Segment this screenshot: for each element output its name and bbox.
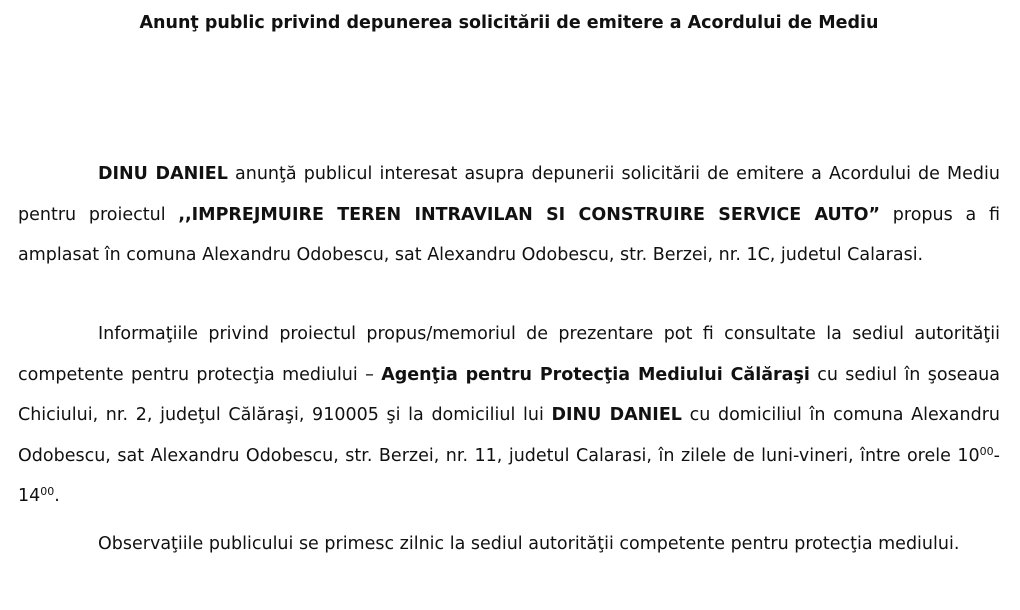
- paragraph-end-period: .: [54, 486, 60, 506]
- document-title: Anunţ public privind depunerea solicitării de emitere a Acordului de Mediu: [139, 13, 879, 33]
- domicile-text: cu domiciliul în comuna Alexandru Odobescu, sat Alexandru Odobescu, str. Berzei, nr. 11, judetul Calarasi, în zilele de luni-vineri, între orele 10: [18, 405, 1000, 466]
- applicant-name-2: DINU DANIEL: [551, 405, 682, 425]
- paragraph-information: [18, 314, 1000, 517]
- announcement-text: anunţă publicul interesat asupra depunerii solicitării de emitere a Acordului de Mediu pentru proiectul: [18, 164, 1000, 225]
- paragraph-announcement: [18, 154, 1000, 276]
- project-name: ,,IMPREJMUIRE TEREN INTRAVILAN SI CONSTRUIRE SERVICE AUTO”: [178, 204, 881, 225]
- information-text: Informaţiile privind proiectul propus/memoriul de prezentare pot fi consultate la sediul autorităţii competente pentru protecţia mediului –: [18, 324, 1000, 385]
- paragraph-observations: Observaţiile publicului se primesc zilnic la sediul autorităţii competente pentru protecţia mediului.: [98, 534, 960, 554]
- applicant-name: DINU DANIEL: [98, 164, 228, 184]
- hour-end-superscript: 00: [40, 485, 55, 498]
- hour-dash: -14: [18, 445, 1000, 506]
- agency-name: Agenţia pentru Protecţia Mediului Călăraşi: [381, 364, 810, 385]
- hour-start-superscript: 00: [979, 444, 994, 458]
- project-location-text: propus a fi amplasat în comuna Alexandru Odobescu, sat Alexandru Odobescu, str. Berzei, nr. 1C, judetul Calarasi.: [18, 204, 1000, 265]
- agency-address-text: cu sediul în şoseaua Chiciului, nr. 2, judeţul Călăraşi, 910005 şi la domiciliul lui: [18, 364, 1000, 425]
